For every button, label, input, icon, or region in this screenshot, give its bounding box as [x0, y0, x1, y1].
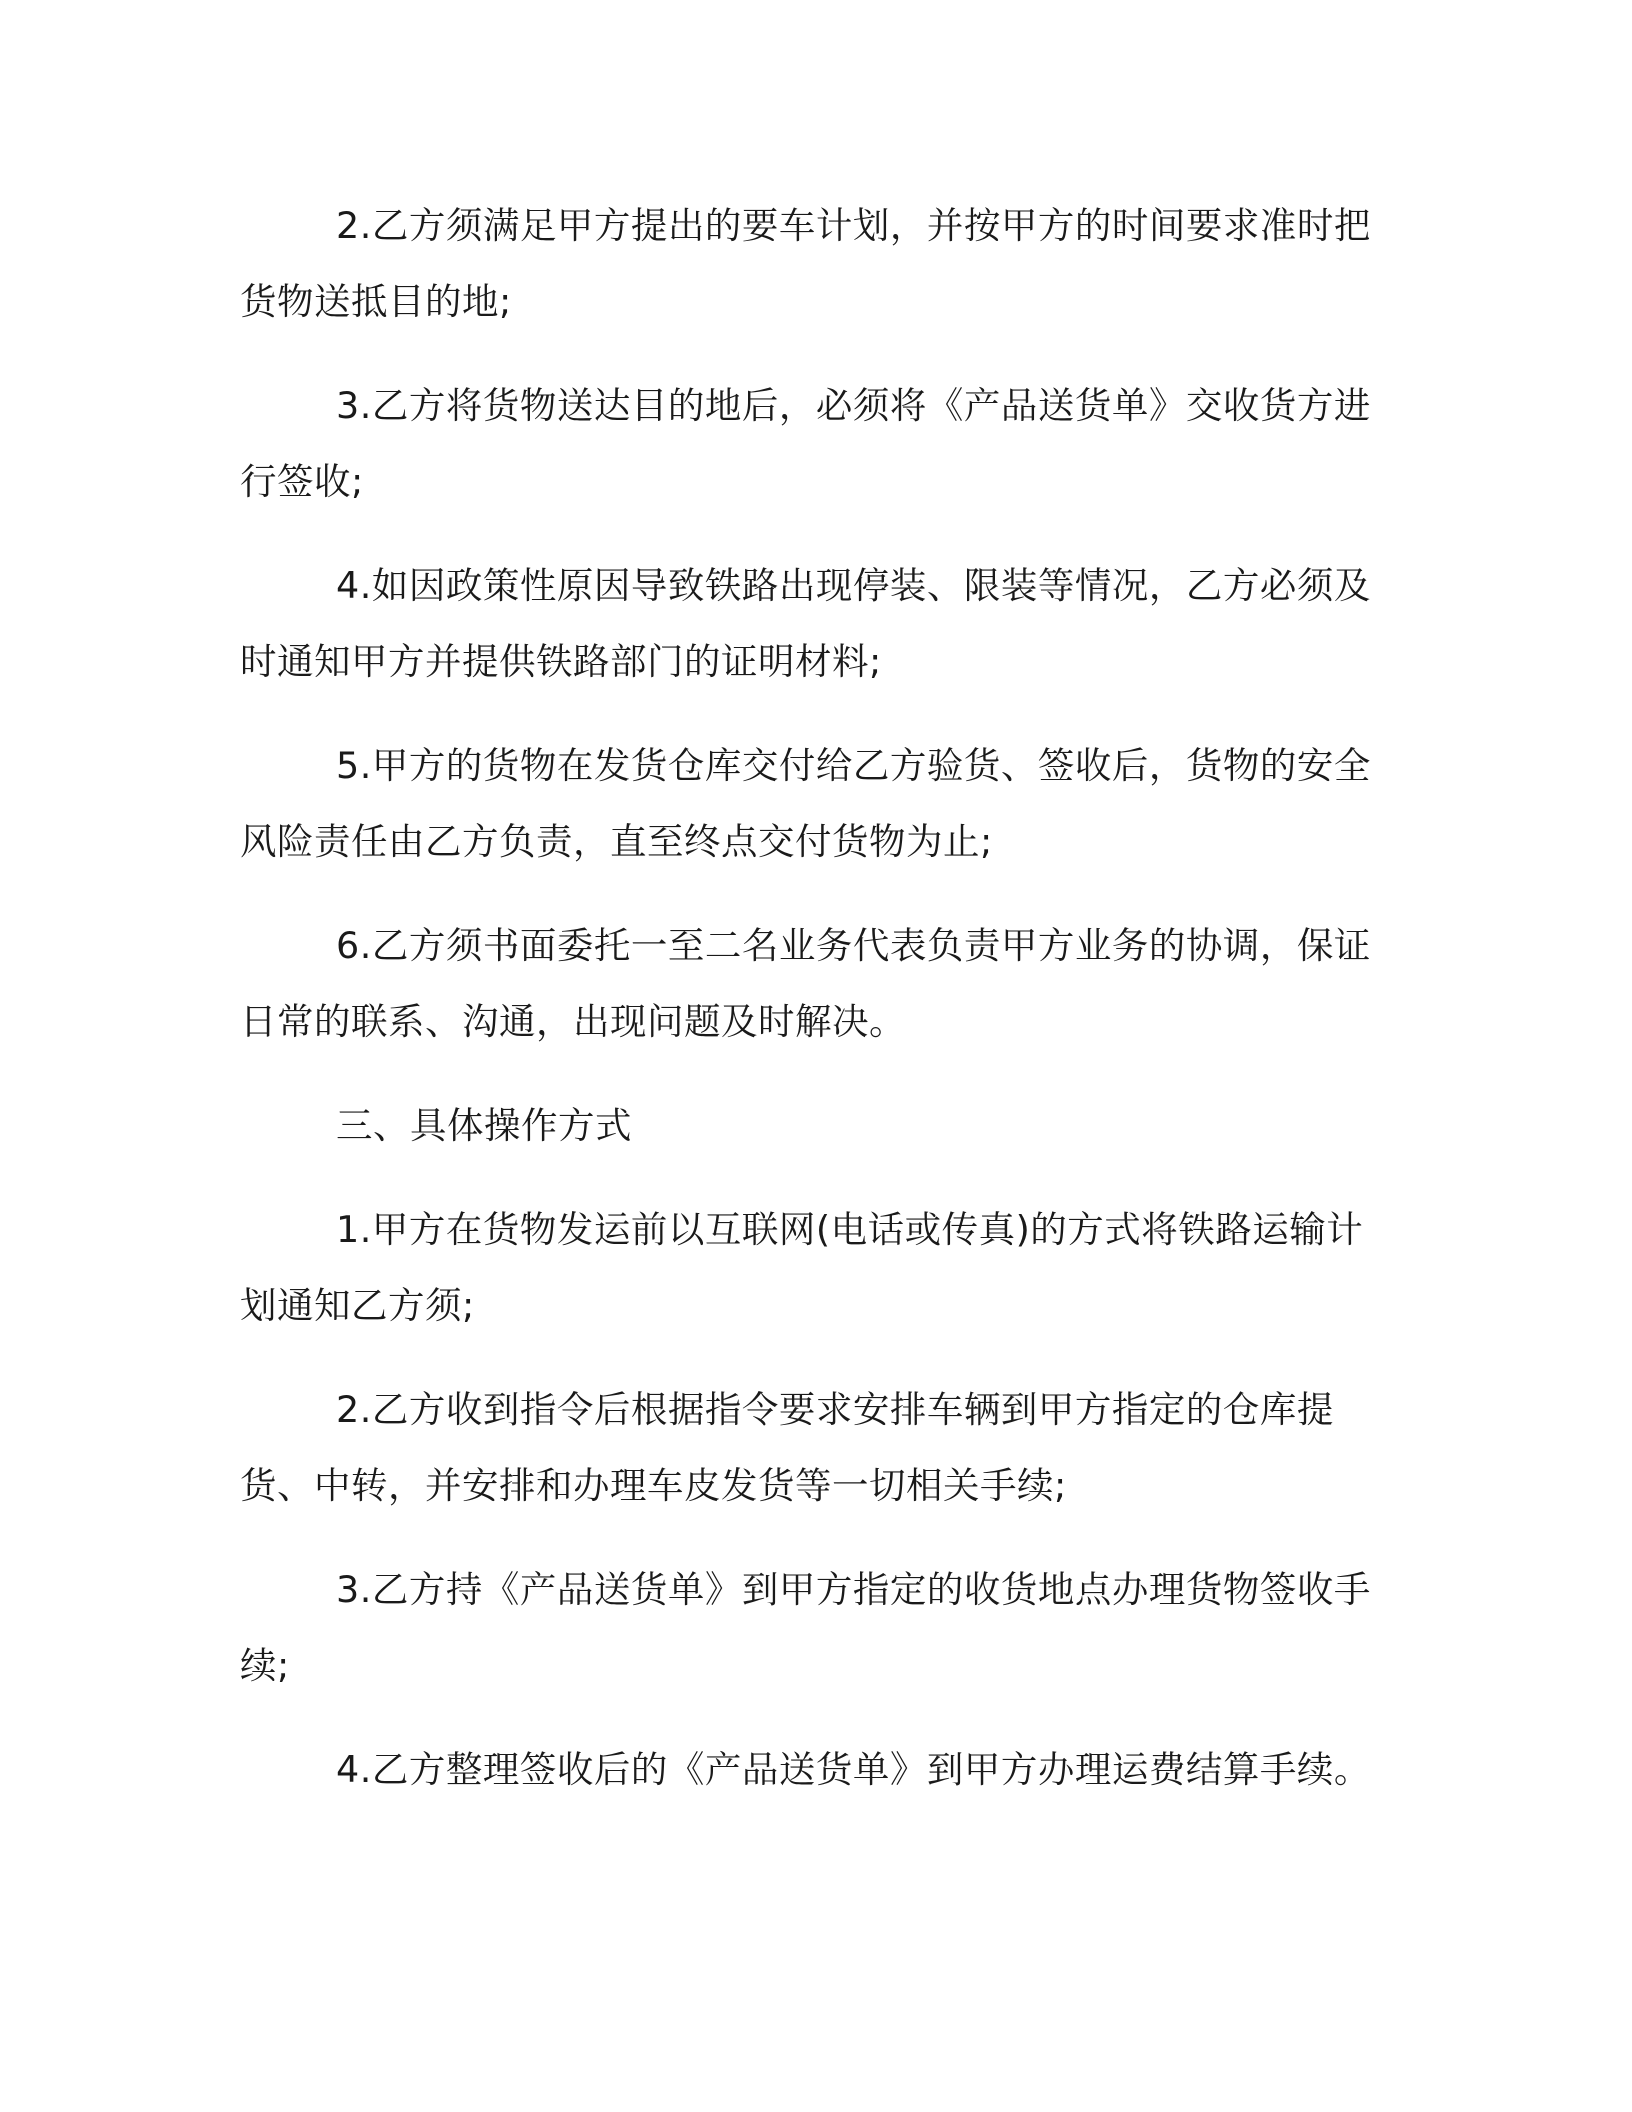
- clause-5-risk-responsibility: 5.甲方的货物在发货仓库交付给乙方验货、签收后，货物的安全风险责任由乙方负责，直至终点交付货物为止;: [240, 744, 1371, 863]
- clause-3-delivery-receipt: 3.乙方将货物送达目的地后，必须将《产品送货单》交收货方进行签收;: [240, 384, 1371, 503]
- document-page: [240, 188, 1380, 1836]
- clause-4-railway-policy: 4.如因政策性原因导致铁路出现停装、限装等情况，乙方必须及时通知甲方并提供铁路部门的证明材料;: [240, 564, 1371, 683]
- operation-2-arrange-vehicles: 2.乙方收到指令后根据指令要求安排车辆到甲方指定的仓库提货、中转，并安排和办理车皮发货等一切相关手续;: [240, 1388, 1334, 1507]
- clause-2-vehicle-plan: 2.乙方须满足甲方提出的要车计划，并按甲方的时间要求准时把货物送抵目的地;: [240, 204, 1371, 323]
- operation-4-freight-settlement: 4.乙方整理签收后的《产品送货单》到甲方办理运费结算手续。: [336, 1748, 1371, 1791]
- section-heading-operation: 三、具体操作方式: [336, 1104, 632, 1147]
- operation-3-sign-receipt: 3.乙方持《产品送货单》到甲方指定的收货地点办理货物签收手续;: [240, 1568, 1371, 1687]
- clause-6-business-representative: 6.乙方须书面委托一至二名业务代表负责甲方业务的协调，保证日常的联系、沟通，出现问题及时解决。: [240, 924, 1371, 1043]
- operation-1-notify-plan: 1.甲方在货物发运前以互联网(电话或传真)的方式将铁路运输计划通知乙方须;: [240, 1208, 1364, 1327]
